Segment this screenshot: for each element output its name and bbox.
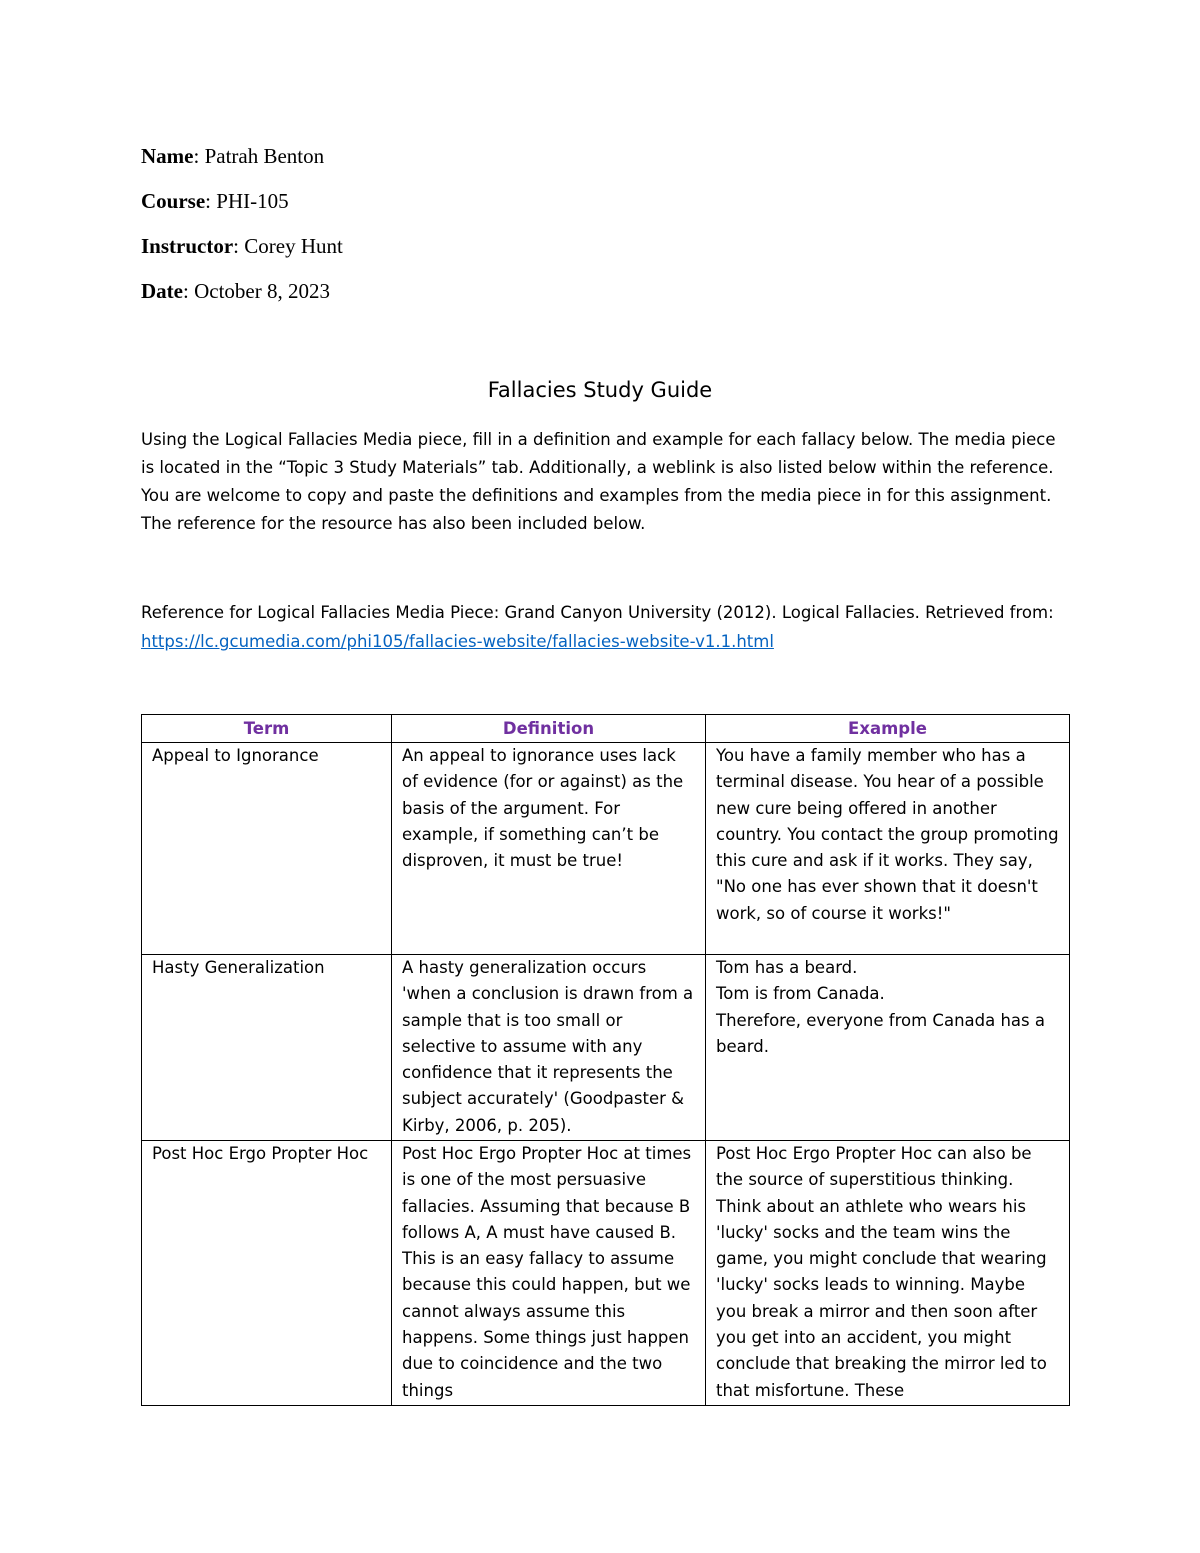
date-line: Date: October 8, 2023 (141, 279, 330, 303)
table-row (142, 1141, 1070, 1406)
fallacies-table (141, 714, 1070, 1406)
table-row (142, 955, 1070, 1141)
course-value: PHI-105 (216, 189, 289, 213)
definition-cell (392, 955, 706, 1141)
document-title: Fallacies Study Guide (487, 378, 713, 402)
student-info (141, 141, 343, 321)
definition-cell (392, 743, 706, 955)
example-text: Post Hoc Ergo Propter Hoc can also be the source of superstitious thinking. Think about an athlete who wears his 'lucky' socks and the team wins the game, you might conclude that wearing 'lucky' socks leads to winning. Maybe you break a mirror and then soon after you get into an accident, you might conclude that breaking the mirror led to that misfortune. These (716, 1144, 1047, 1400)
instructions-text: Using the Logical Fallacies Media piece, fill in a definition and example for each fallacy below. The media piece is located in the “Topic 3 Study Materials” tab. Additionally, a weblink is also listed below within the reference. You are welcome to copy and paste the definitions and examples from the media piece in for this assignment. The reference for the resource has also been included below. (141, 430, 1056, 533)
term-text: Post Hoc Ergo Propter Hoc (152, 1144, 369, 1163)
table-header-row (142, 715, 1070, 743)
term-cell (142, 955, 392, 1141)
instructor-value: Corey Hunt (244, 234, 343, 258)
definition-cell (392, 1141, 706, 1406)
definition-text: Post Hoc Ergo Propter Hoc at times is one of the most persuasive fallacies. Assuming that because B follows A, A must have caused B. This is an easy fallacy to assume because this could happen, but we cannot always assume this happens. Some things just happen due to coincidence and the two things (402, 1144, 692, 1400)
instructor-line: Instructor: Corey Hunt (141, 234, 343, 258)
date-label: Date (141, 279, 183, 303)
example-text: You have a family member who has a terminal disease. You hear of a possible new cure being offered in another country. You contact the group promoting this cure and ask if it works. They say, "No one has ever shown that it doesn't work, so of course it works!" (716, 746, 1059, 923)
name-line: Name: Patrah Benton (141, 144, 325, 168)
course-label: Course (141, 189, 206, 213)
term-cell (142, 1141, 392, 1406)
header-definition: Definition (392, 715, 706, 743)
table-row (142, 743, 1070, 955)
name-value: Patrah Benton (204, 144, 325, 168)
definition-text: An appeal to ignorance uses lack of evidence (for or against) as the basis of the argument. For example, if something can’t be disproven, it must be true! (402, 746, 684, 871)
example-cell (706, 1141, 1070, 1406)
header-term: Term (142, 715, 392, 743)
name-label: Name (141, 144, 194, 168)
example-cell (706, 955, 1070, 1141)
date-value: October 8, 2023 (194, 279, 330, 303)
example-text: Tom has a beard. Tom is from Canada. Therefore, everyone from Canada has a beard. (716, 958, 1045, 1056)
term-text: Appeal to Ignorance (152, 746, 319, 765)
header-example: Example (706, 715, 1070, 743)
reference-paragraph (141, 598, 1069, 656)
term-text: Hasty Generalization (152, 958, 325, 977)
reference-text: Reference for Logical Fallacies Media Piece: Grand Canyon University (2012). Logical Fallacies. Retrieved from: (141, 603, 1054, 622)
instructor-label: Instructor (141, 234, 234, 258)
example-cell (706, 743, 1070, 955)
course-line: Course: PHI-105 (141, 189, 289, 213)
term-cell (142, 743, 392, 955)
instructions-paragraph (141, 426, 1069, 538)
definition-text: A hasty generalization occurs 'when a conclusion is drawn from a sample that is too small or selective to assume with any confidence that it represents the subject accurately' (Goodpaster & Kirby, 2006, p. 205). (402, 958, 694, 1135)
reference-link[interactable]: https://lc.gcumedia.com/phi105/fallacies-website/fallacies-website-v1.1.html (141, 632, 774, 651)
